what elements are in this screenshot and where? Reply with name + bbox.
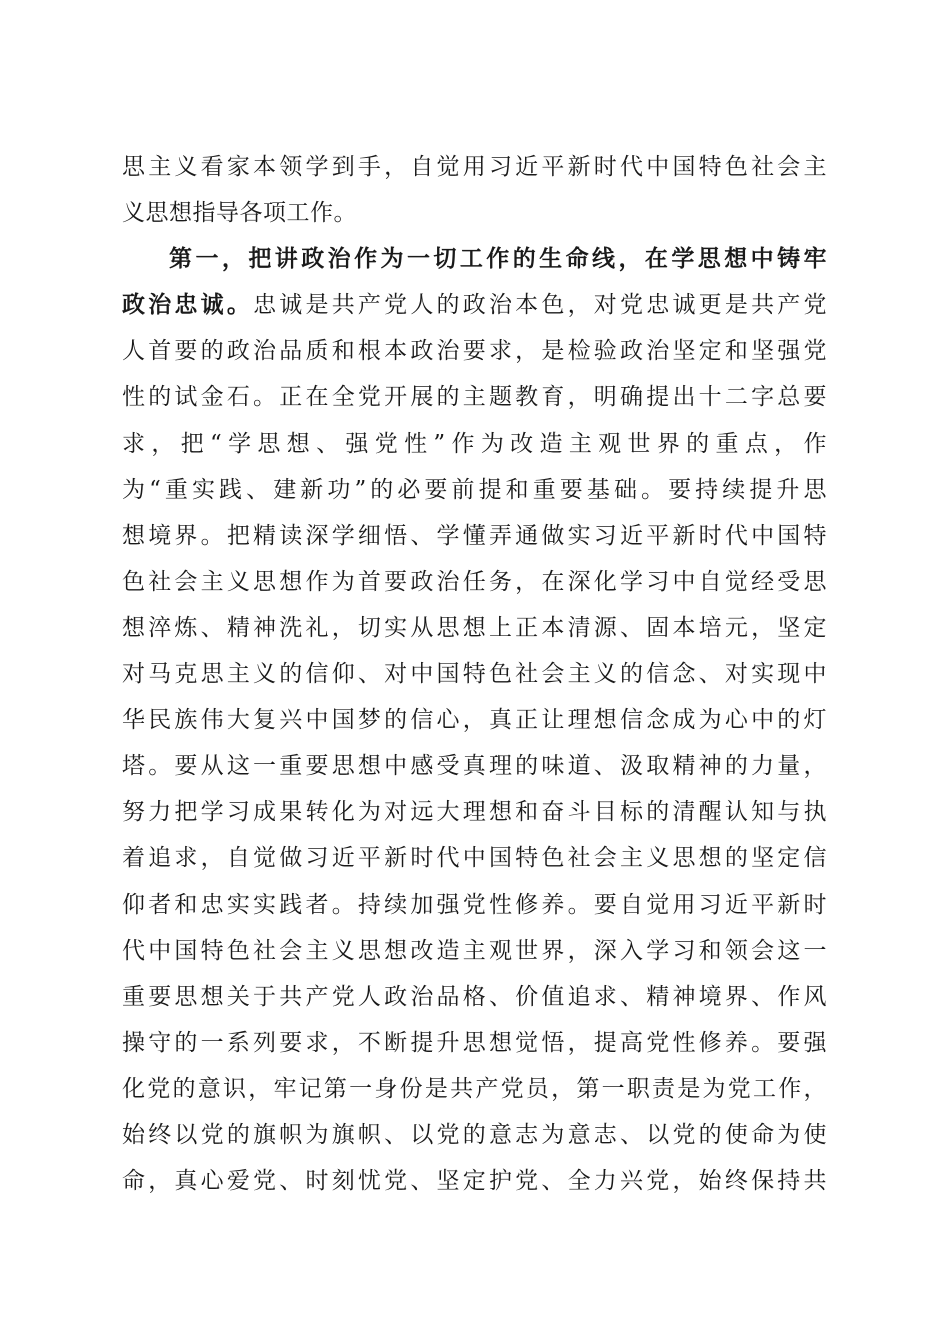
text-line: 想境界。把精读深学细悟、学懂弄通做实习近平新时代中国特	[122, 522, 827, 549]
section-heading-line: 第一，把讲政治作为一切工作的生命线，在学思想中铸牢	[169, 245, 827, 273]
text-line: 性的试金石。正在全党开展的主题教育，明确提出十二字总要	[122, 384, 827, 411]
text-line: 想淬炼、精神洗礼，切实从思想上正本清源、固本培元，坚定	[122, 614, 827, 641]
body-text	[122, 144, 827, 1204]
text-line: 重要思想关于共产党人政治品格、价值追求、精神境界、作风	[122, 983, 827, 1010]
text-line	[122, 282, 827, 328]
text-line: 为“重实践、建新功”的必要前提和重要基础。要持续提升思	[122, 476, 827, 503]
text-line: 着追求，自觉做习近平新时代中国特色社会主义思想的坚定信	[122, 845, 827, 872]
text-line: 努力把学习成果转化为对远大理想和奋斗目标的清醒认知与执	[122, 799, 827, 826]
text-line: 华民族伟大复兴中国梦的信心，真正让理想信念成为心中的灯	[122, 707, 827, 734]
text-line: 思主义看家本领学到手，自觉用习近平新时代中国特色社会主	[122, 154, 827, 180]
text-line: 代中国特色社会主义思想改造主观世界，深入学习和领会这一	[122, 937, 827, 964]
text-line: 命，真心爱党、时刻忧党、坚定护党、全力兴党，始终保持共	[122, 1168, 827, 1195]
text-line: 化党的意识，牢记第一身份是共产党员，第一职责是为党工作，	[122, 1075, 827, 1102]
text-line: 操守的一系列要求，不断提升思想觉悟，提高党性修养。要强	[122, 1029, 827, 1056]
section-heading-tail: 政治忠诚。	[122, 291, 254, 319]
text-line: 义思想指导各项工作。	[122, 200, 357, 227]
text-line: 仰者和忠实实践者。持续加强党性修养。要自觉用习近平新时	[122, 891, 827, 918]
text-line: 求，把“学思想、强党性”作为改造主观世界的重点，作	[122, 430, 827, 457]
text-line: 始终以党的旗帜为旗帜、以党的意志为意志、以党的使命为使	[122, 1121, 827, 1148]
text-line: 人首要的政治品质和根本政治要求，是检验政治坚定和坚强党	[122, 338, 827, 365]
text-line: 对马克思主义的信仰、对中国特色社会主义的信念、对实现中	[122, 661, 827, 688]
text-line: 色社会主义思想作为首要政治任务，在深化学习中自觉经受思	[122, 568, 827, 595]
text-line-content: 忠诚是共产党人的政治本色，对党忠诚更是共产党	[253, 292, 828, 319]
text-line: 塔。要从这一重要思想中感受真理的味道、汲取精神的力量，	[122, 753, 827, 780]
